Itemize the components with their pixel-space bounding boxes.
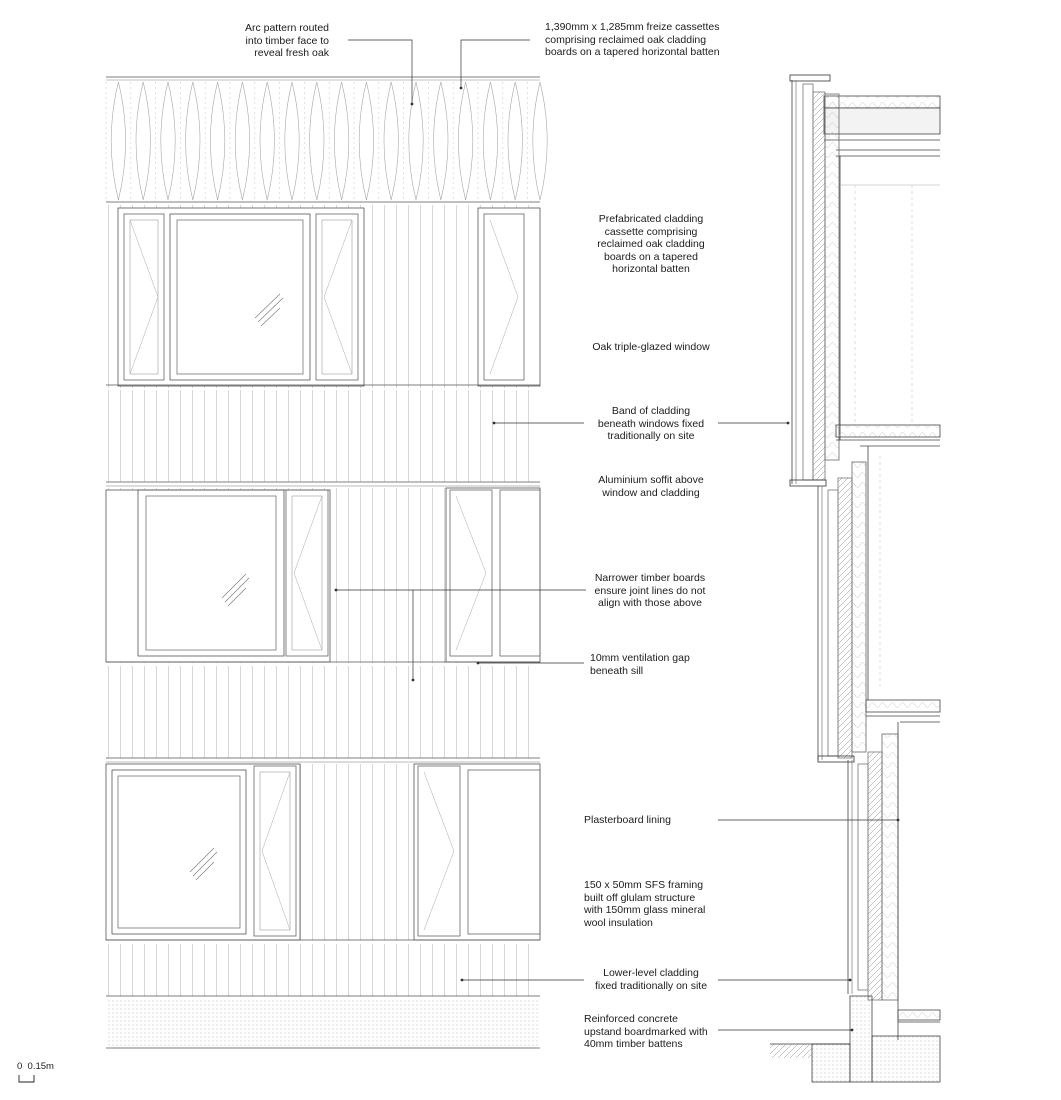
frieze-arc — [508, 82, 522, 200]
frieze-arc — [235, 82, 249, 200]
frieze-arc — [285, 82, 299, 200]
label-oak-window: Oak triple-glazed window — [592, 341, 710, 353]
scale-bar-label: 0 0.15m — [17, 1061, 54, 1072]
frieze-arc — [458, 82, 472, 200]
frieze-arc — [409, 82, 423, 200]
label-aluminium-soffit: Aluminium soffit above window and cladding — [598, 474, 704, 499]
scale-bar-graphic — [19, 1075, 34, 1082]
upper-wall-build-up — [790, 80, 940, 486]
storey-2-cladding-band — [106, 666, 540, 762]
frieze-arc — [136, 82, 150, 200]
frieze-arc — [310, 82, 324, 200]
label-band-cladding: Band of cladding beneath windows fixed traditionally on site — [597, 405, 705, 442]
lower-cladding-band — [106, 944, 540, 996]
leader-freize-cassettes — [461, 40, 530, 88]
label-prefab-cassette: Prefabricated cladding cassette comprising reclaimed oak cladding boards on a tapered horizontal batten — [597, 213, 705, 275]
frieze-arc — [483, 82, 497, 200]
frieze-arc — [161, 82, 175, 200]
foundation — [770, 996, 940, 1082]
middle-wall-build-up — [818, 446, 940, 762]
label-freize-cassettes: 1,390mm x 1,285mm freize cassettes comprising reclaimed oak cladding boards on a tapered horizontal batten — [545, 21, 720, 58]
frieze-arc — [186, 82, 200, 200]
concrete-upstand — [106, 998, 540, 1048]
frieze-arc — [210, 82, 224, 200]
lower-wall-build-up — [848, 722, 940, 1040]
frieze-arc — [111, 82, 125, 200]
label-narrower-boards: Narrower timber boards ensure joint lines do not align with those above — [594, 572, 706, 609]
storey-1-windows — [106, 205, 540, 388]
storey-3-windows — [106, 764, 540, 940]
label-concrete-upstand: Reinforced concrete upstand boardmarked with 40mm timber battens — [584, 1013, 708, 1050]
label-arc-pattern: Arc pattern routed into timber face to reveal fresh oak — [244, 22, 329, 59]
frieze-arc — [384, 82, 398, 200]
label-lower-cladding: Lower-level cladding fixed traditionally on site — [594, 967, 708, 992]
frieze-arc-pattern — [106, 82, 547, 200]
wall-section — [770, 75, 940, 1082]
frieze-arc — [260, 82, 274, 200]
label-plasterboard: Plasterboard lining — [584, 814, 671, 826]
frieze-arc — [359, 82, 373, 200]
roof-build-up — [790, 75, 940, 156]
frieze-band — [106, 77, 547, 202]
storey-1-cladding-band — [106, 390, 540, 486]
leader-arc-pattern — [348, 40, 412, 104]
frieze-arc — [533, 82, 547, 200]
storey-2-windows — [106, 488, 540, 663]
frieze-arc — [334, 82, 348, 200]
frieze-arc — [434, 82, 448, 200]
elevation — [106, 77, 547, 1048]
label-ventilation-gap: 10mm ventilation gap beneath sill — [590, 652, 690, 677]
label-sfs-framing: 150 x 50mm SFS framing built off glulam structure with 150mm glass mineral wool insulation — [584, 879, 706, 929]
